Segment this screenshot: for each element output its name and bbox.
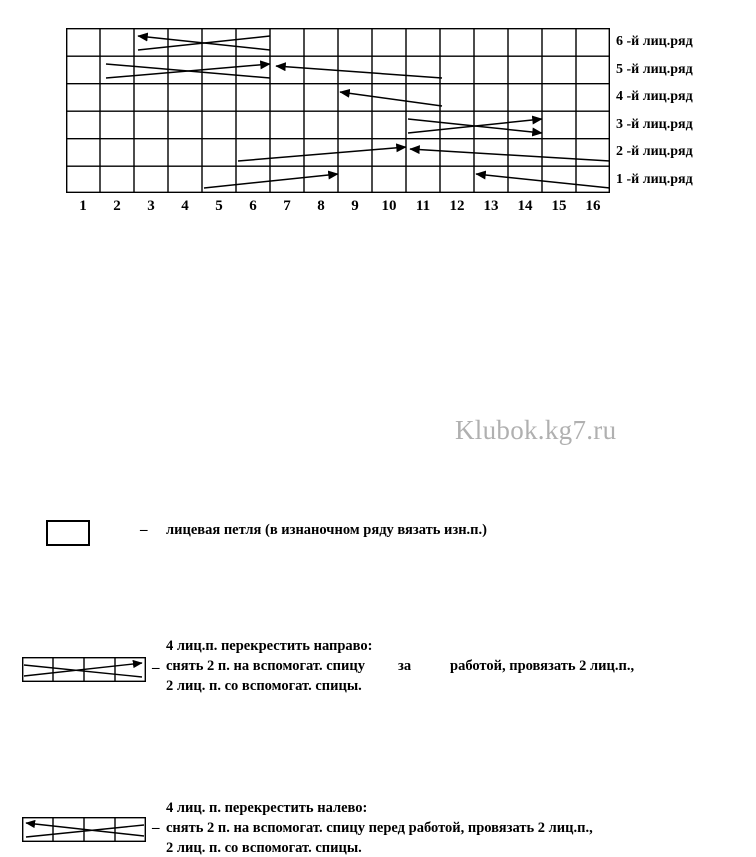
row-label-4: 4 -й лиц.ряд [616,89,693,104]
legend-line-cross-right-1b: за [398,658,412,674]
legend-dash-1: – [140,522,148,538]
column-number-13: 13 [483,198,499,214]
column-number-12: 12 [449,198,465,214]
legend-line-cross-left-2: 2 лиц. п. со вспомогат. спицы. [166,840,362,856]
column-number-1: 1 [79,198,87,214]
row-label-6: 6 -й лиц.ряд [616,34,693,49]
column-number-11: 11 [415,198,431,214]
legend-line-cross-right-1c: работой, провязать 2 лиц.п., [450,658,635,674]
column-number-14: 14 [517,198,533,214]
knitting-grid-chart [66,28,610,193]
legend-title-cross-left: 4 лиц. п. перекрестить налево: [166,800,368,816]
legend-swatch-cross-right [22,657,146,682]
legend-dash-3: – [152,820,160,836]
column-number-8: 8 [317,198,325,214]
row-label-2: 2 -й лиц.ряд [616,144,693,159]
column-numbers [66,198,610,220]
column-number-7: 7 [283,198,291,214]
row-label-3: 3 -й лиц.ряд [616,116,693,132]
legend-title-cross-right: 4 лиц.п. перекрестить направо: [166,638,373,654]
grid-lines [66,28,610,193]
column-number-6: 6 [249,198,257,214]
column-number-4: 4 [181,198,189,214]
row-label-5: 5 -й лиц.ряд [616,61,693,77]
row-labels [616,28,746,193]
legend-dash-2: – [152,660,160,676]
row-label-1: 1 -й лиц.ряд [616,171,693,187]
column-number-10: 10 [381,198,397,214]
legend-line-cross-left-1: снять 2 п. на вспомогат. спицу перед работой, провязать 2 лиц.п., [166,820,593,836]
column-number-16: 16 [585,198,601,214]
watermark: Klubok.kg7.ru [455,415,617,445]
legend-swatch-knit-stitch [46,520,90,546]
legend-line-cross-right-2: 2 лиц. п. со вспомогат. спицы. [166,678,362,694]
column-number-15: 15 [551,198,567,214]
legend-swatch-cross-left [22,817,146,842]
chart-svg [66,28,610,193]
legend-text-knit-stitch: лицевая петля (в изнаночном ряду вязать изн.п.) [166,522,487,538]
column-number-3: 3 [147,198,155,214]
legend-line-cross-right-1a: снять 2 п. на вспомогат. спицу [166,658,365,674]
column-number-5: 5 [215,198,223,214]
column-number-2: 2 [113,198,121,214]
cable-symbols [106,36,610,188]
column-number-9: 9 [351,198,359,214]
